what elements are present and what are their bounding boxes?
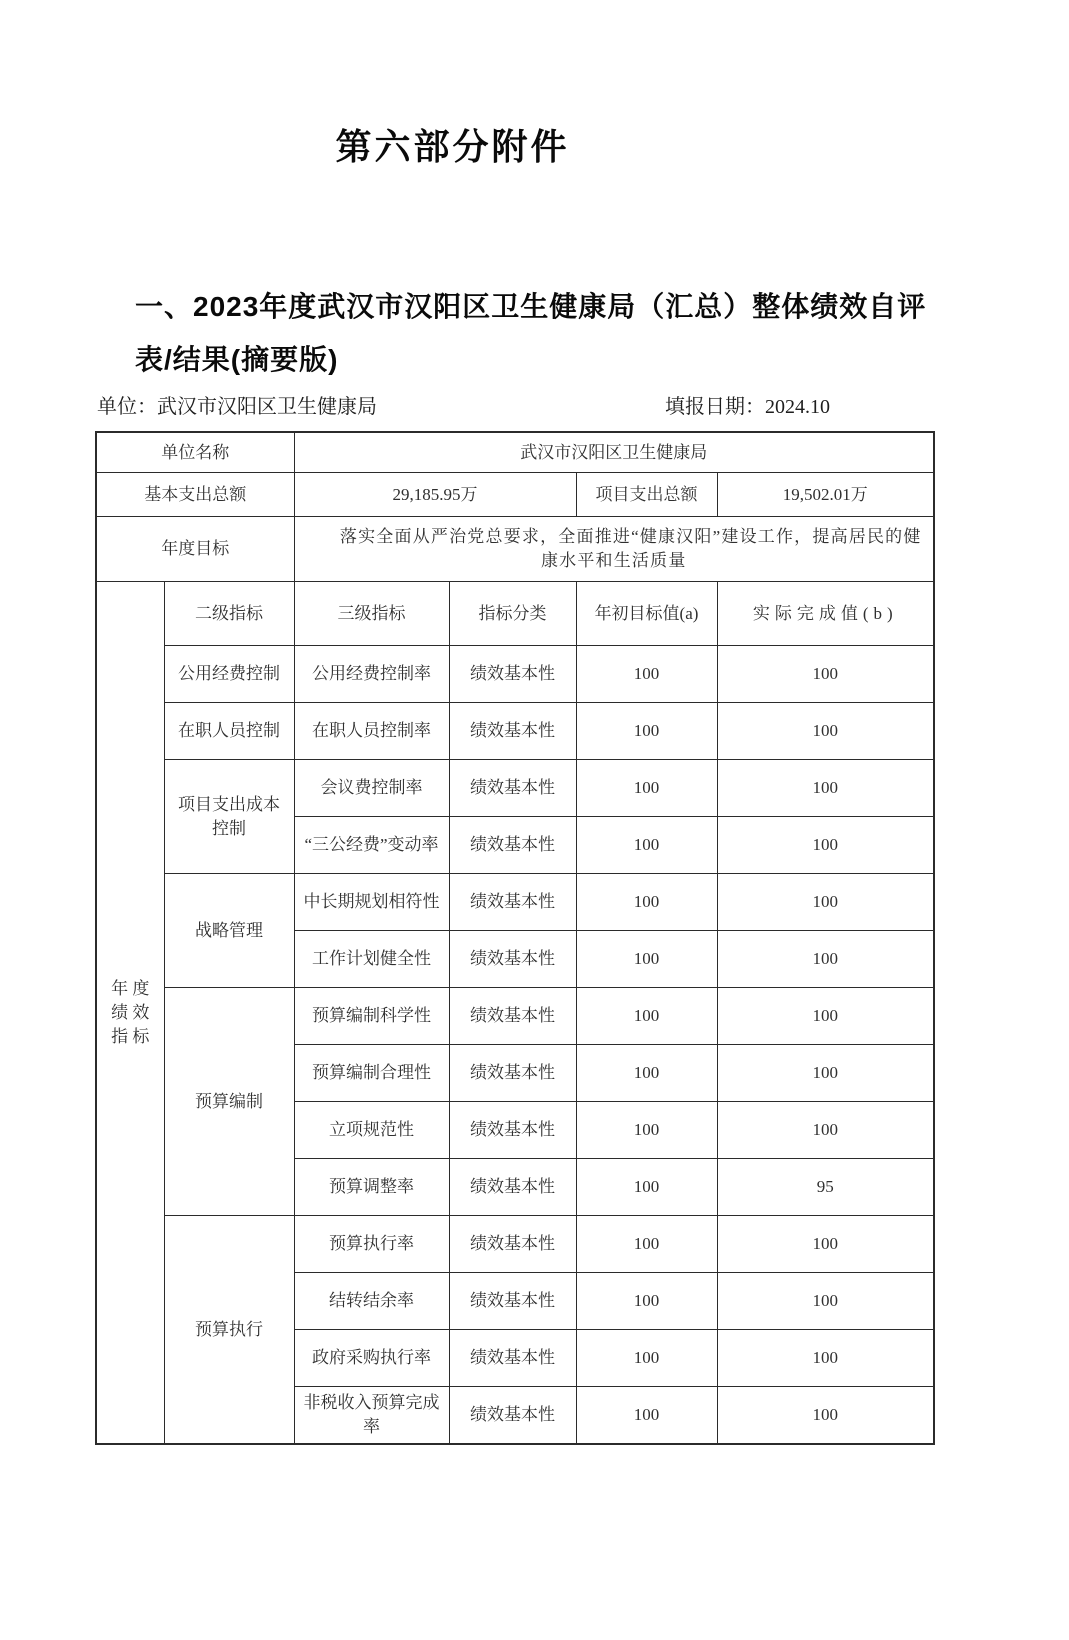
project-expense-label-cell: 项目支出总额 [576, 473, 717, 517]
actual-value-cell: 100 [717, 988, 934, 1045]
category-cell: 绩效基本性 [449, 646, 576, 703]
unit-name-row [96, 432, 934, 473]
category-cell: 绩效基本性 [449, 1387, 576, 1445]
table-row [96, 646, 934, 703]
category-cell: 绩效基本性 [449, 760, 576, 817]
actual-value-cell: 95 [717, 1159, 934, 1216]
category-cell: 绩效基本性 [449, 1330, 576, 1387]
category-cell: 绩效基本性 [449, 931, 576, 988]
actual-value-cell: 100 [717, 874, 934, 931]
group-name-cell: 在职人员控制 [164, 703, 294, 760]
actual-value-cell: 100 [717, 1102, 934, 1159]
tertiary-indicator-cell: 预算编制合理性 [294, 1045, 449, 1102]
performance-table [95, 431, 935, 1445]
group-name-cell: 公用经费控制 [164, 646, 294, 703]
target-value-cell: 100 [576, 1159, 717, 1216]
category-cell: 绩效基本性 [449, 874, 576, 931]
table-row [96, 760, 934, 817]
category-cell: 绩效基本性 [449, 817, 576, 874]
project-expense-value-cell: 19,502.01万 [717, 473, 934, 517]
row-group-line-3: 指 标 [111, 1026, 150, 1046]
category-cell: 绩效基本性 [449, 703, 576, 760]
tertiary-indicator-cell: 在职人员控制率 [294, 703, 449, 760]
tertiary-indicator-cell: 中长期规划相符性 [294, 874, 449, 931]
tertiary-indicator-cell: 公用经费控制率 [294, 646, 449, 703]
actual-value-cell: 100 [717, 703, 934, 760]
annual-goal-label-cell: 年度目标 [96, 517, 294, 582]
basic-expense-label-cell: 基本支出总额 [96, 473, 294, 517]
row-group-line-2: 绩 效 [111, 1002, 150, 1022]
header-target-value: 年初目标值(a) [576, 582, 717, 646]
target-value-cell: 100 [576, 988, 717, 1045]
header-tertiary-indicator: 三级指标 [294, 582, 449, 646]
table-header-row [96, 582, 934, 646]
unit-name-line: 单位：武汉市汉阳区卫生健康局 [97, 396, 377, 418]
tertiary-indicator-cell: 会议费控制率 [294, 760, 449, 817]
tertiary-indicator-cell: 结转结余率 [294, 1273, 449, 1330]
basic-expense-value-cell: 29,185.95万 [294, 473, 576, 517]
header-secondary-indicator: 二级指标 [164, 582, 294, 646]
category-cell: 绩效基本性 [449, 1159, 576, 1216]
target-value-cell: 100 [576, 874, 717, 931]
report-date-line: 填报日期：2024.10 [665, 396, 830, 418]
tertiary-indicator-cell: 工作计划健全性 [294, 931, 449, 988]
actual-value-cell: 100 [717, 646, 934, 703]
header-actual-value: 实际完成值(b) [717, 582, 934, 646]
actual-value-cell: 100 [717, 1216, 934, 1273]
target-value-cell: 100 [576, 646, 717, 703]
target-value-cell: 100 [576, 1273, 717, 1330]
tertiary-indicator-cell: 预算编制科学性 [294, 988, 449, 1045]
group-name-cell: 预算编制 [164, 988, 294, 1216]
actual-value-cell: 100 [717, 760, 934, 817]
meta-row [95, 390, 933, 420]
target-value-cell: 100 [576, 1045, 717, 1102]
target-value-cell: 100 [576, 1387, 717, 1445]
tertiary-indicator-cell: 预算调整率 [294, 1159, 449, 1216]
document-title: 第六部分附件 [335, 126, 570, 167]
actual-value-cell: 100 [717, 1045, 934, 1102]
target-value-cell: 100 [576, 760, 717, 817]
section-heading [135, 280, 1069, 386]
unit-name-label-cell: 单位名称 [96, 432, 294, 473]
actual-value-cell: 100 [717, 817, 934, 874]
annual-goal-row [96, 517, 934, 582]
tertiary-indicator-cell: 非税收入预算完成率 [294, 1387, 449, 1445]
category-cell: 绩效基本性 [449, 1045, 576, 1102]
category-cell: 绩效基本性 [449, 1273, 576, 1330]
category-cell: 绩效基本性 [449, 1216, 576, 1273]
target-value-cell: 100 [576, 931, 717, 988]
group-name-cell: 项目支出成本控制 [164, 760, 294, 874]
actual-value-cell: 100 [717, 1273, 934, 1330]
unit-name-value-cell: 武汉市汉阳区卫生健康局 [294, 432, 934, 473]
actual-value-cell: 100 [717, 1387, 934, 1445]
category-cell: 绩效基本性 [449, 1102, 576, 1159]
actual-value-cell: 100 [717, 931, 934, 988]
row-group-vertical-label [96, 582, 164, 1445]
group-name-cell: 战略管理 [164, 874, 294, 988]
header-category: 指标分类 [449, 582, 576, 646]
tertiary-indicator-cell: “三公经费”变动率 [294, 817, 449, 874]
tertiary-indicator-cell: 立项规范性 [294, 1102, 449, 1159]
actual-value-cell: 100 [717, 1330, 934, 1387]
target-value-cell: 100 [576, 1330, 717, 1387]
target-value-cell: 100 [576, 817, 717, 874]
row-group-line-1: 年 度 [111, 978, 150, 998]
tertiary-indicator-cell: 预算执行率 [294, 1216, 449, 1273]
target-value-cell: 100 [576, 703, 717, 760]
table-row [96, 874, 934, 931]
table-row [96, 1216, 934, 1273]
annual-goal-value-cell: 落实全面从严治党总要求，全面推进“健康汉阳”建设工作，提高居民的健康水平和生活质量 [294, 517, 934, 582]
section-heading-line-1: 一、2023年度武汉市汉阳区卫生健康局（汇总）整体绩效自评 [135, 291, 927, 322]
expense-row [96, 473, 934, 517]
tertiary-indicator-cell: 政府采购执行率 [294, 1330, 449, 1387]
group-name-cell: 预算执行 [164, 1216, 294, 1445]
document-page [0, 126, 1069, 1640]
target-value-cell: 100 [576, 1216, 717, 1273]
category-cell: 绩效基本性 [449, 988, 576, 1045]
table-row [96, 703, 934, 760]
target-value-cell: 100 [576, 1102, 717, 1159]
table-row [96, 988, 934, 1045]
section-heading-line-2: 表/结果(摘要版) [135, 344, 339, 375]
